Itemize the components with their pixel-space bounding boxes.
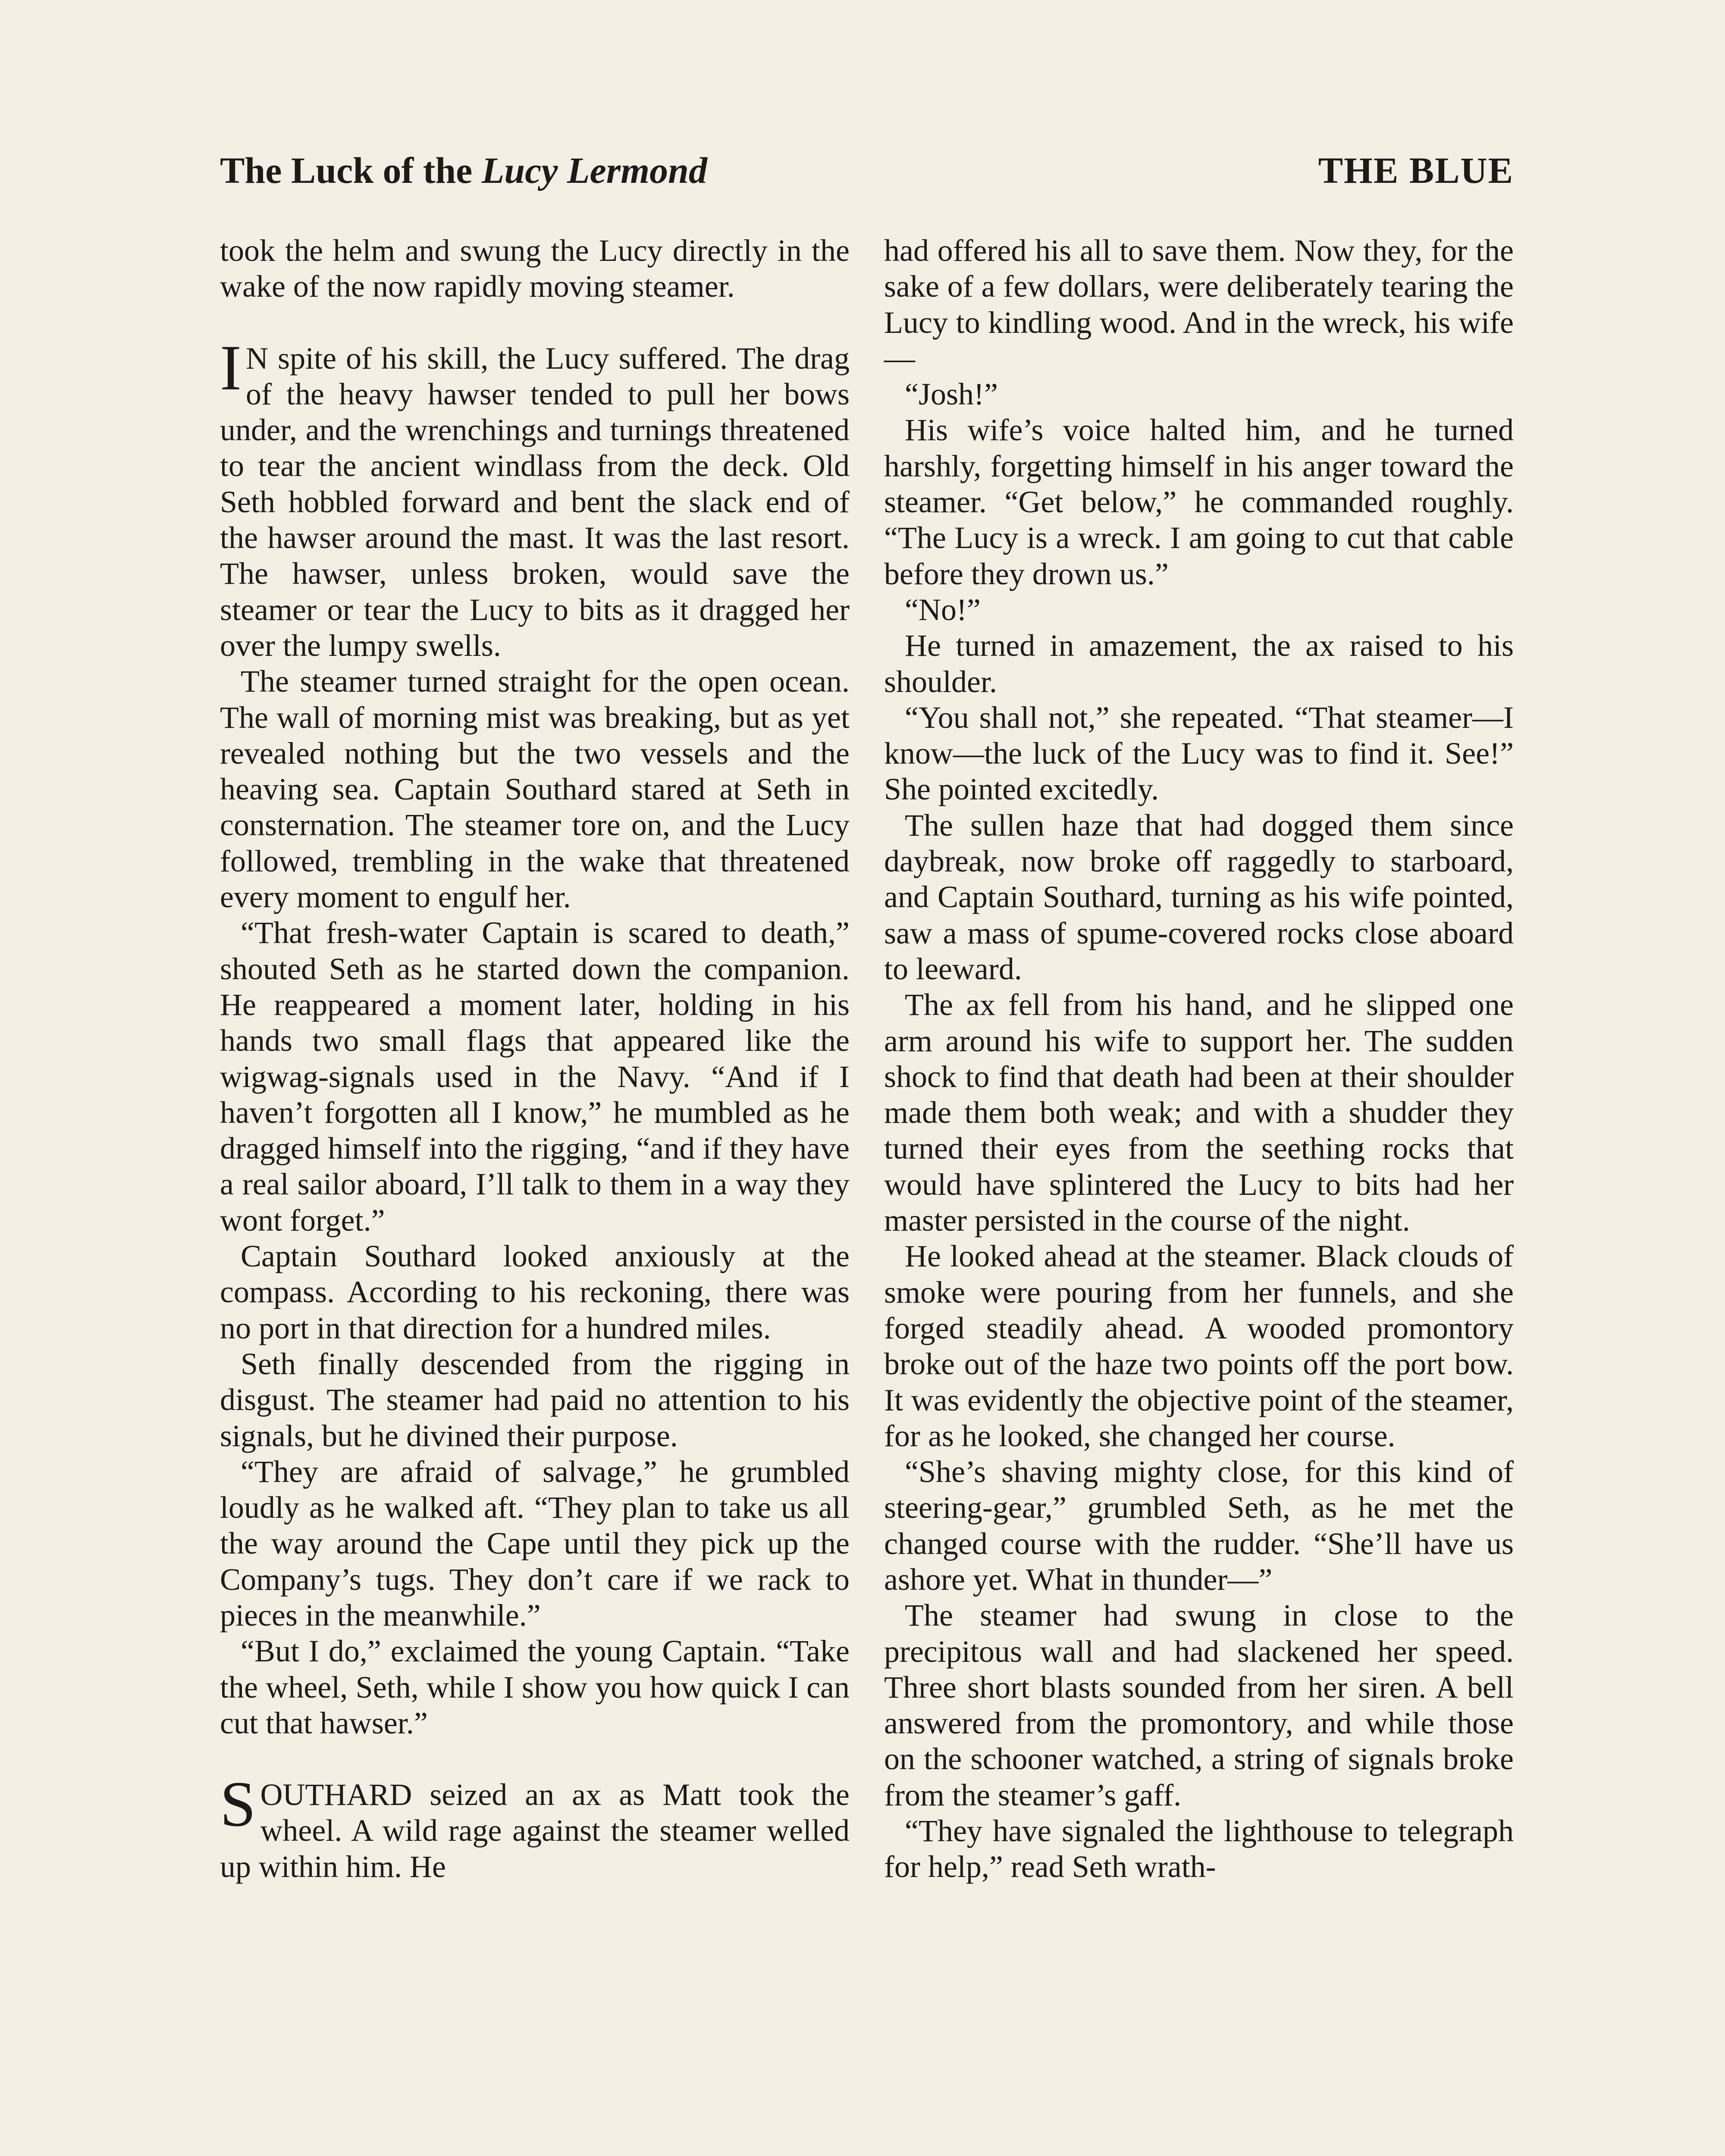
paragraph: He turned in amazement, the ax raised to his shoulder. [884, 628, 1514, 699]
paragraph: “No!” [905, 592, 981, 627]
paragraph: “Josh!” [905, 377, 998, 412]
paragraph: took the helm and swung the Lucy directly in the wake of the now rapidly moving steamer. [220, 233, 850, 304]
paragraph: “She’s shaving mighty close, for this kind of steering-gear,” grumbled Seth, as he met the changed course with the rudder. “She’ll have us ashore yet. What in thunder—” [884, 1454, 1514, 1597]
paragraph: “But I do,” exclaimed the young Captain. “Take the wheel, Seth, while I show you how quick I can cut that hawser.” [220, 1634, 850, 1740]
right-column [884, 233, 1514, 1885]
drop-cap: S [220, 1768, 256, 1840]
paragraph: The steamer turned straight for the open ocean. The wall of morning mist was breaking, but as yet revealed nothing but the two vessels and the heaving sea. Captain Southard stared at Seth in consternation. The steamer tore on, and the Lucy followed, trembling in the wake that threatened every moment to engulf her. [220, 664, 850, 915]
paragraph-drop-cap [220, 332, 850, 664]
paragraph: The sullen haze that had dogged them since daybreak, now broke off raggedly to starboard, and Captain Southard, turning as his wife pointed, saw a mass of spume-covered rocks close aboard to leeward. [884, 808, 1514, 986]
paragraph-text: OUTHARD seized an ax as Matt took the wheel. A wild rage against the steamer welled up within him. He [220, 1777, 850, 1884]
paragraph: “They are afraid of salvage,” he grumbled loudly as he walked aft. “They plan to take us all the way around the Cape until they pick up the Company’s tugs. They don’t care if we rack to pieces in the meanwhile.” [220, 1454, 850, 1633]
paragraph: “You shall not,” she repeated. “That steamer—I know—the luck of the Lucy was to find it. See!” She pointed excitedly. [884, 700, 1514, 807]
paragraph: The ax fell from his hand, and he slipped one arm around his wife to support her. The sudden shock to find that death had been at their shoulder made them both weak; and with a shudder they turned their eyes from the seething rocks that would have splintered the Lucy to bits had her master persisted in the course of the night. [884, 987, 1514, 1238]
paragraph-drop-cap [220, 1768, 850, 1885]
paragraph: The steamer had swung in close to the precipitous wall and had slackened her speed. Three short blasts sounded from her siren. A bell answered from the promontory, and while those on the schooner watched, a string of signals broke from the steamer’s gaff. [884, 1598, 1514, 1812]
paragraph-text: N spite of his skill, the Lucy suffered. The drag of the heavy hawser tended to pull her bows under, and the wrenchings and turnings threatened to tear the ancient windlass from the deck. Old Seth hobbled forward and bent the slack end of the hawser around the mast. It was the last resort. The hawser, unless broken, would save the steamer or tear the Lucy to bits as it dragged her over the lumpy swells. [220, 341, 850, 663]
paragraph: His wife’s voice halted him, and he turned harshly, forgetting himself in his anger toward the steamer. “Get below,” he commanded roughly. “The Lucy is a wreck. I am going to cut that cable before they drown us.” [884, 413, 1514, 591]
paragraph: Captain Southard looked anxiously at the compass. According to his reckoning, there was no port in that direction for a hundred miles. [220, 1239, 850, 1345]
left-column [220, 233, 850, 1885]
story-title-italic: Lucy Lermond [481, 150, 707, 191]
drop-cap: I [220, 332, 242, 404]
paragraph: “That fresh-water Captain is scared to death,” shouted Seth as he started down the companion. He reappeared a moment later, holding in his hands two small flags that appeared like the wigwag-signals used in the Navy. “And if I haven’t forgotten all I know,” he mumbled as he dragged himself into the rigging, “and if they have a real sailor aboard, I’ll talk to them in a way they wont forget.” [220, 915, 850, 1238]
story-title [220, 142, 707, 198]
magazine-section: THE BLUE [1318, 150, 1514, 191]
paragraph: had offered his all to save them. Now they, for the sake of a few dollars, were deliberately tearing the Lucy to kindling wood. And in the wreck, his wife— [884, 233, 1514, 376]
paragraph: He looked ahead at the steamer. Black clouds of smoke were pouring from her funnels, and she forged steadily ahead. A wooded promontory broke out of the haze two points off the port bow. It was evidently the objective point of the steamer, for as he looked, she changed her course. [884, 1239, 1514, 1453]
story-title-prefix: The Luck of the [220, 150, 482, 191]
paragraph: Seth finally descended from the rigging in disgust. The steamer had paid no attention to his signals, but he divined their purpose. [220, 1346, 850, 1453]
paragraph: “They have signaled the lighthouse to telegraph for help,” read Seth wrath- [884, 1814, 1514, 1884]
running-header [220, 142, 1514, 198]
